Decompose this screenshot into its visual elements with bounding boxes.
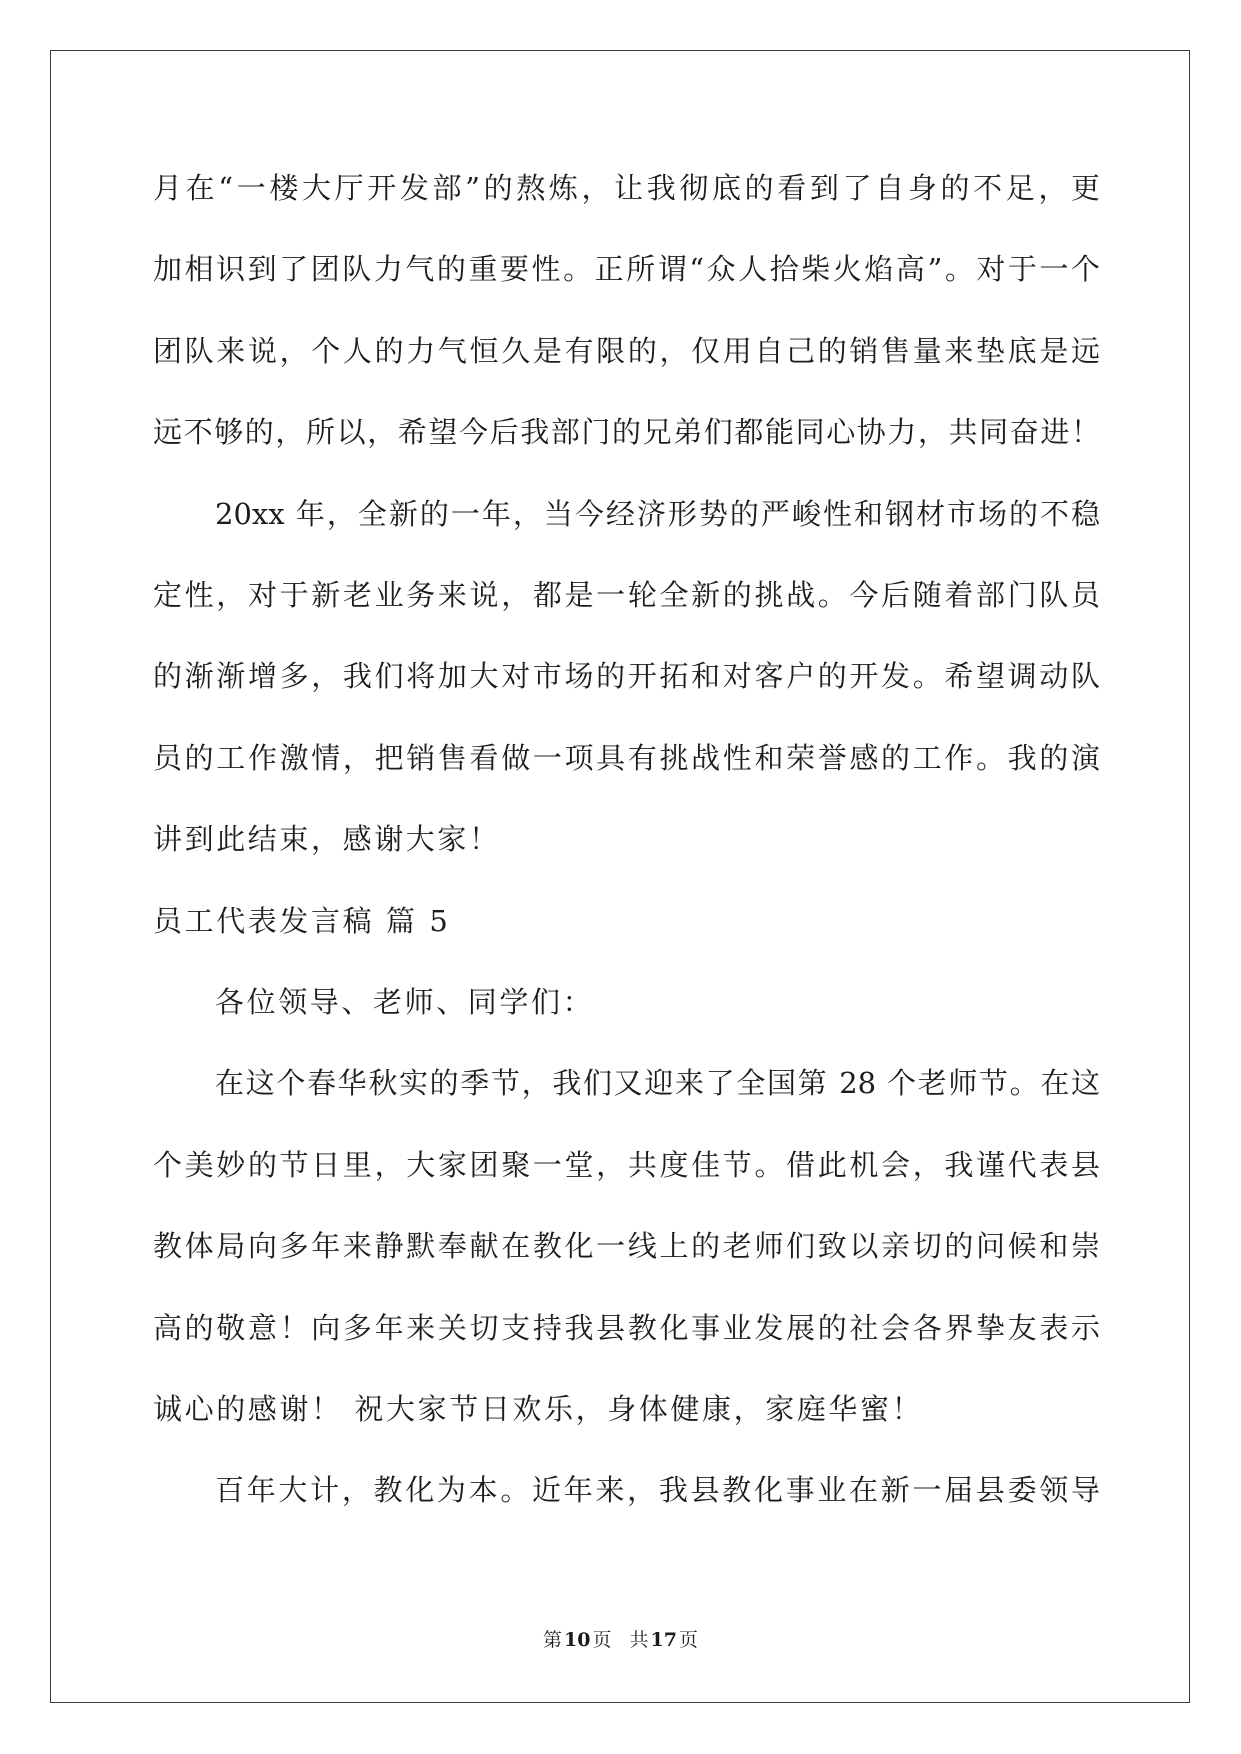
total-pages-prefix: 共 xyxy=(629,1629,649,1651)
page-footer xyxy=(0,1626,1241,1654)
body-text-line: 月在“一楼大厅开发部”的熬炼，让我彻底的看到了自身的不足，更 xyxy=(153,171,1100,205)
total-pages-number: 17 xyxy=(650,1629,677,1651)
body-text-line: 在这个春华秋实的季节，我们又迎来了全国第 28 个老师节。在这 xyxy=(215,1066,1100,1100)
body-text-line: 定性，对于新老业务来说，都是一轮全新的挑战。今后随着部门队员 xyxy=(153,578,1100,612)
section-heading: 员工代表发言稿 篇 5 xyxy=(153,904,451,938)
page-number-prefix: 第 xyxy=(543,1629,563,1651)
body-text-line: 百年大计，教化为本。近年来，我县教化事业在新一届县委领导 xyxy=(215,1473,1100,1507)
body-text-line: 的渐渐增多，我们将加大对市场的开拓和对客户的开发。希望调动队 xyxy=(153,659,1100,693)
body-text-line: 20xx 年，全新的一年，当今经济形势的严峻性和钢材市场的不稳 xyxy=(215,497,1100,531)
page-border xyxy=(50,50,1190,1703)
body-text-line: 员的工作激情，把销售看做一项具有挑战性和荣誉感的工作。我的演 xyxy=(153,741,1100,775)
body-text-line: 个美妙的节日里，大家团聚一堂，共度佳节。借此机会，我谨代表县 xyxy=(153,1148,1100,1182)
body-text-line: 远不够的，所以，希望今后我部门的兄弟们都能同心协力，共同奋进！ xyxy=(153,415,1100,449)
body-text-line: 讲到此结束，感谢大家！ xyxy=(153,822,501,856)
page-number-unit: 页 xyxy=(592,1629,612,1651)
body-text-line: 加相识到了团队力气的重要性。正所谓“众人拾柴火焰高”。对于一个 xyxy=(153,252,1100,286)
salutation: 各位领导、老师、同学们： xyxy=(215,985,595,1019)
body-text-line: 教体局向多年来静默奉献在教化一线上的老师们致以亲切的问候和崇 xyxy=(153,1229,1100,1263)
body-text-line: 团队来说，个人的力气恒久是有限的，仅用自己的销售量来垫底是远 xyxy=(153,334,1100,368)
body-text-line: 高的敬意！向多年来关切支持我县教化事业发展的社会各界挚友表示 xyxy=(153,1311,1100,1345)
total-pages-unit: 页 xyxy=(678,1629,698,1651)
body-text-line: 诚心的感谢！ 祝大家节日欢乐，身体健康，家庭华蜜！ xyxy=(153,1392,924,1426)
current-page-number: 10 xyxy=(564,1629,591,1651)
